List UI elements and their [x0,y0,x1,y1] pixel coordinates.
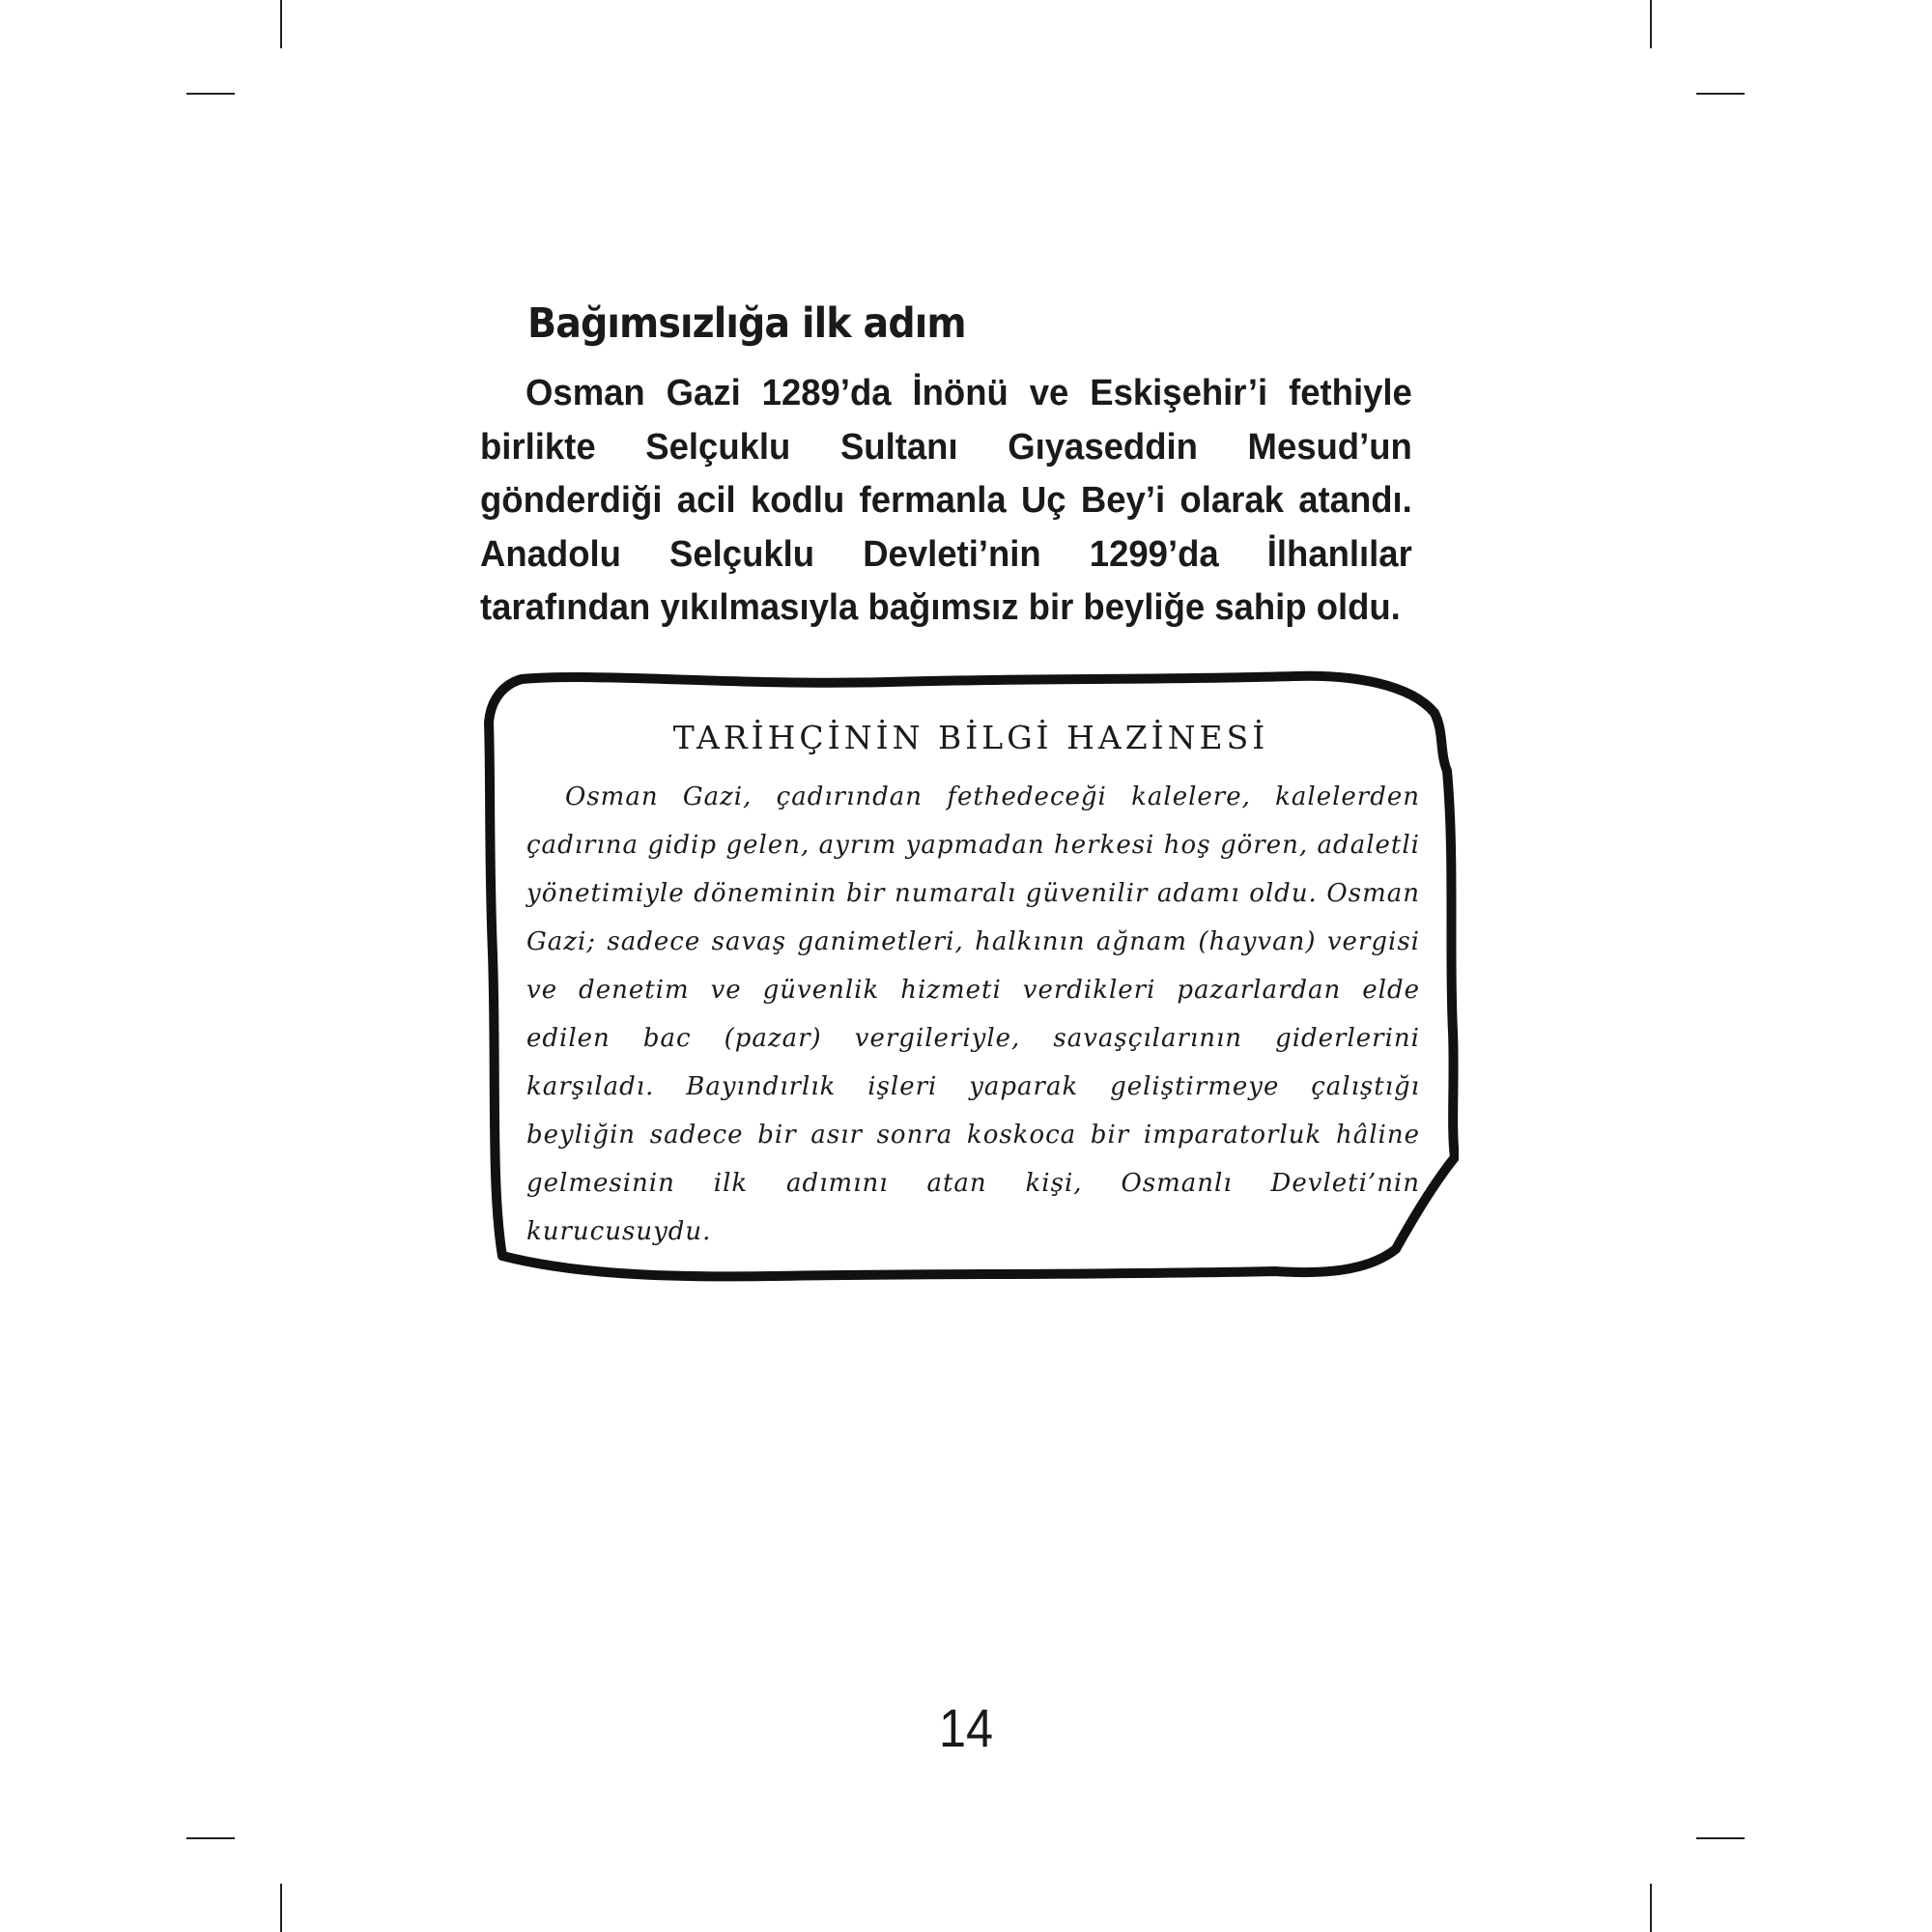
info-box [483,665,1459,1283]
page-number: 14 [938,1697,994,1758]
crop-mark [280,1884,282,1932]
crop-mark [280,0,282,48]
crop-mark [1696,93,1745,95]
crop-mark [186,93,235,95]
info-box-text: Osman Gazi, çadırından fethedeceği kalelere, kalelerden çadırına gidip gelen, ayrım yapmadan herkesi hoş gören, adaletli yönetimiyle döneminin bir numaralı güvenilir adamı oldu. Osman Gazi; sadece savaş ganimetleri, halkının ağnam (hayvan) vergisi ve denetim ve güvenlik hizmeti verdikleri pazarlardan elde edilen bac (pazar) vergileriyle, savaşçılarının giderlerini karşıladı. Bayındırlık işleri yaparak geliştirmeye çalıştığı beyliğin sadece bir asır sonra koskoca bir imparatorluk hâline gelmesinin ilk adımını atan kişi, Osmanlı Devleti’nin kurucusuydu. [526,782,1420,1246]
info-box-title: TARİHÇİNİN BİLGİ HAZİNESİ [672,719,1269,756]
section-heading: Bağımsızlığa ilk adım [527,299,966,348]
crop-mark [1650,0,1652,48]
crop-mark [186,1837,235,1839]
crop-mark [1696,1837,1745,1839]
section-paragraph: Osman Gazi 1289’da İnönü ve Eskişehir’i fethiyle birlikte Selçuklu Sultanı Gıyaseddin Mesud’un gönderdiği acil kodlu fermanla Uç Bey’i olarak atandı. Anadolu Selçuklu Devleti’nin 1299’da İlhanlılar tarafından yıkılmasıyla bağımsız bir beyliğe sahip oldu. [480,373,1412,628]
crop-mark [1650,1884,1652,1932]
